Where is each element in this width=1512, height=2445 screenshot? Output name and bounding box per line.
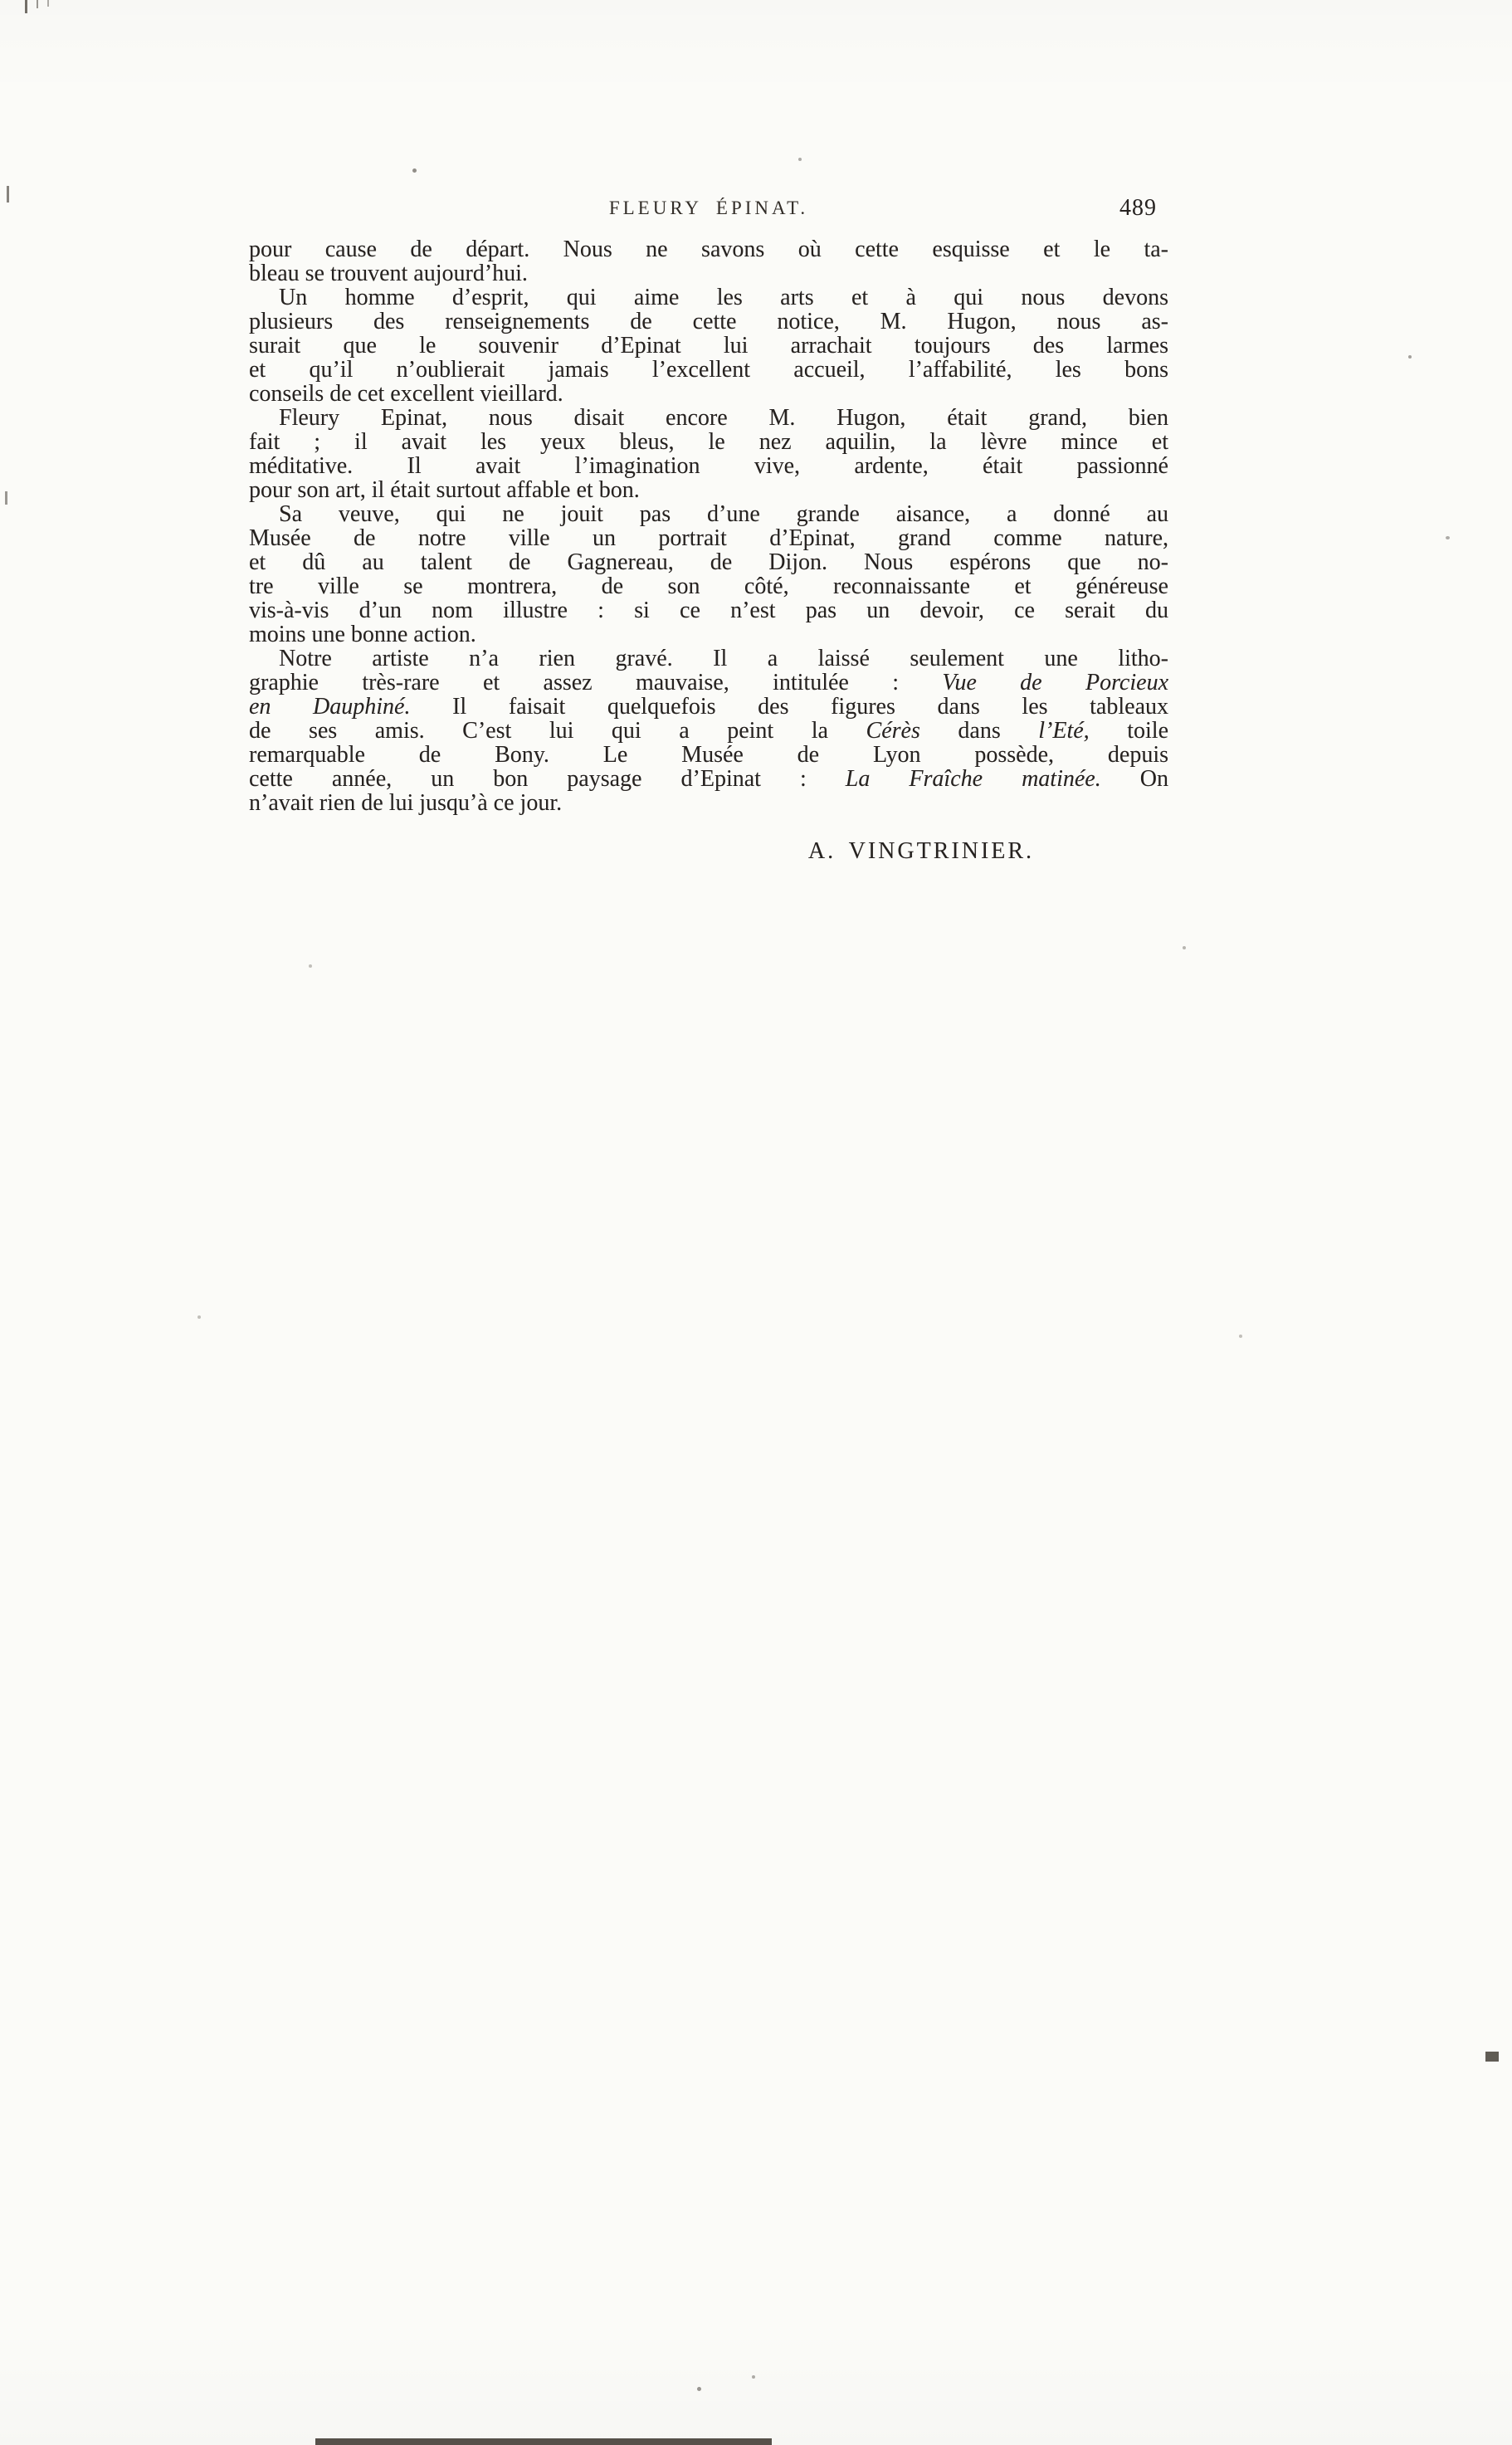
- scan-artifact: [5, 491, 7, 505]
- scan-artifact: [198, 1315, 201, 1319]
- text-segment: graphie très-rare et assez mauvaise, intitulée :: [249, 670, 943, 695]
- scan-artifact: [697, 2387, 701, 2391]
- text-line: [249, 237, 1168, 261]
- text-line: [249, 719, 1168, 743]
- text-segment: et qu’il n’oublierait jamais l’excellent accueil, l’affabilité, les bons: [249, 357, 1168, 383]
- italic-text-segment: Vue de Porcieux: [942, 670, 1168, 695]
- text-line: [249, 406, 1168, 430]
- scan-artifact: [7, 186, 9, 203]
- text-segment: dans: [919, 718, 1039, 744]
- text-segment: plusieurs des renseignements de cette notice, M. Hugon, nous as-: [249, 309, 1168, 334]
- text-segment: conseils de cet excellent vieillard.: [249, 381, 563, 407]
- text-segment: de ses amis. C’est lui qui a peint la: [249, 718, 866, 744]
- text-line: [249, 358, 1168, 382]
- scan-artifact: [1408, 355, 1412, 359]
- text-line: [249, 310, 1168, 334]
- text-segment: Notre artiste n’a rien gravé. Il a laissé seulement une litho-: [279, 646, 1168, 671]
- running-title: FLEURY ÉPINAT.: [608, 198, 809, 218]
- paragraph: [249, 502, 1168, 647]
- text-segment: vis-à-vis d’un nom illustre : si ce n’est pas un devoir, ce serait du: [249, 598, 1168, 623]
- scan-artifact: [47, 0, 49, 7]
- text-segment: fait ; il avait les yeux bleus, le nez aquilin, la lèvre mince et: [249, 429, 1168, 455]
- scan-artifact: [37, 0, 38, 8]
- text-line: [249, 430, 1168, 454]
- paragraph: [249, 285, 1168, 406]
- text-segment: tre ville se montrera, de son côté, reconnaissante et généreuse: [249, 573, 1168, 599]
- text-segment: pour cause de départ. Nous ne savons où cette esquisse et le ta-: [249, 237, 1168, 262]
- text-segment: pour son art, il était surtout affable et bon.: [249, 477, 640, 503]
- text-line: [249, 622, 1168, 647]
- text-line: [249, 743, 1168, 767]
- text-segment: n’avait rien de lui jusqu’à ce jour.: [249, 790, 563, 816]
- text-line: [249, 382, 1168, 406]
- text-line: [249, 502, 1168, 526]
- text-segment: et dû au talent de Gagnereau, de Dijon. Nous espérons que no-: [249, 549, 1168, 575]
- text-line: [249, 454, 1168, 478]
- text-segment: On: [1100, 766, 1168, 792]
- scan-artifact: [1485, 2052, 1499, 2062]
- text-segment: moins une bonne action.: [249, 622, 476, 647]
- text-line: [249, 767, 1168, 791]
- page-number: 489: [1119, 195, 1157, 221]
- text-line: [249, 598, 1168, 622]
- scan-artifact: [309, 964, 312, 968]
- text-line: [249, 671, 1168, 695]
- paragraph: [249, 406, 1168, 502]
- author-signature: A. VINGTRINIER.: [807, 838, 1035, 864]
- text-segment: Sa veuve, qui ne jouit pas d’une grande aisance, a donné au: [279, 501, 1168, 527]
- text-segment: Il faisait quelquefois des figures dans les tableaux: [410, 694, 1168, 720]
- scan-artifact: [1446, 536, 1450, 539]
- text-segment: bleau se trouvent aujourd’hui.: [249, 261, 528, 286]
- scan-artifact: [25, 0, 27, 13]
- scan-artifact: [798, 158, 802, 161]
- scan-artifact: [752, 2375, 755, 2379]
- text-line: [249, 647, 1168, 671]
- text-segment: cette année, un bon paysage d’Epinat :: [249, 766, 846, 792]
- text-segment: méditative. Il avait l’imagination vive, ardente, était passionné: [249, 453, 1168, 479]
- page-header: [249, 195, 1168, 227]
- page-body: [249, 237, 1168, 815]
- scan-artifact: [412, 168, 417, 173]
- text-line: [249, 574, 1168, 598]
- italic-text-segment: l’Eté,: [1038, 718, 1090, 744]
- text-segment: Fleury Epinat, nous disait encore M. Hugon, était grand, bien: [279, 405, 1168, 431]
- text-line: [249, 550, 1168, 574]
- text-column: [249, 195, 1168, 865]
- text-line: [249, 695, 1168, 719]
- text-line: [249, 261, 1168, 285]
- paragraph: [249, 647, 1168, 815]
- text-segment: surait que le souvenir d’Epinat lui arrachait toujours des larmes: [249, 333, 1168, 359]
- scan-artifact: [1239, 1335, 1242, 1338]
- text-line: [249, 526, 1168, 550]
- italic-text-segment: La Fraîche matinée.: [845, 766, 1101, 792]
- text-line: [249, 478, 1168, 502]
- italic-text-segment: en Dauphiné.: [249, 694, 411, 720]
- scan-artifact: [315, 2438, 772, 2445]
- text-segment: Musée de notre ville un portrait d’Epinat, grand comme nature,: [249, 525, 1168, 551]
- text-segment: remarquable de Bony. Le Musée de Lyon possède, depuis: [249, 742, 1168, 768]
- text-segment: Un homme d’esprit, qui aime les arts et à qui nous devons: [279, 285, 1168, 310]
- paragraph: [249, 237, 1168, 285]
- text-line: [249, 285, 1168, 310]
- text-line: [249, 791, 1168, 815]
- scan-artifact: [1183, 946, 1186, 949]
- italic-text-segment: Cérès: [866, 718, 920, 744]
- text-segment: toile: [1089, 718, 1168, 744]
- text-line: [249, 334, 1168, 358]
